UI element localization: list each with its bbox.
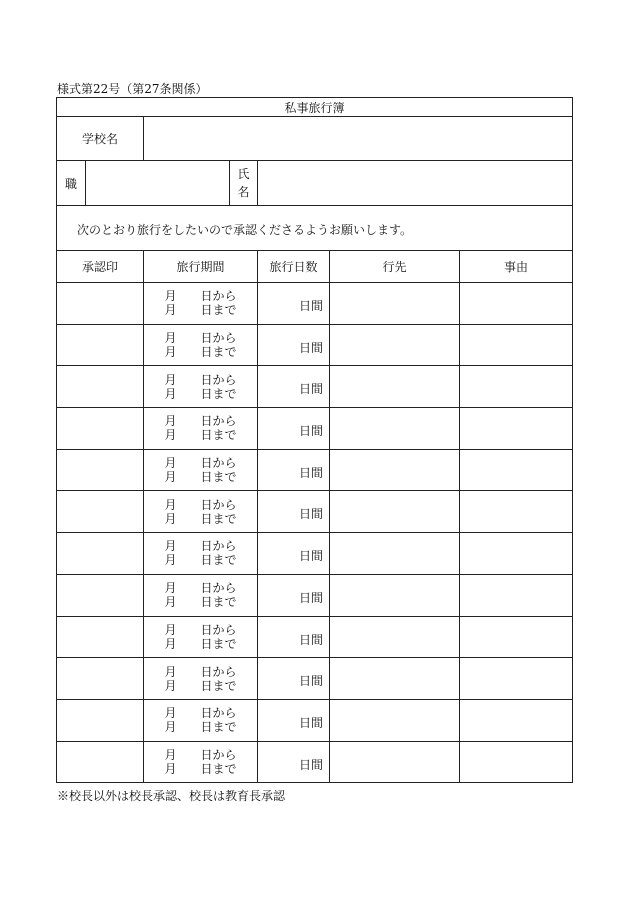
header-travel-days [257, 251, 329, 282]
month-until: 月 [164, 678, 177, 693]
month-from: 月 [164, 581, 177, 596]
month-until: 月 [164, 761, 177, 776]
reason-cell[interactable] [459, 408, 572, 449]
header-approval-seal [57, 251, 143, 282]
travel-period [164, 581, 236, 609]
travel-period-cell[interactable] [143, 742, 257, 783]
form-code: 様式第22号（第27条関係） [57, 82, 208, 96]
month-until: 月 [164, 303, 177, 318]
month-from: 月 [164, 497, 177, 512]
job-label-cell [57, 161, 85, 205]
day-until: 日まで [200, 303, 237, 318]
month-until: 月 [164, 720, 177, 735]
destination-cell[interactable] [329, 408, 459, 449]
travel-days-unit: 日間 [298, 340, 323, 355]
day-from: 日から [200, 706, 237, 721]
day-from: 日から [200, 664, 237, 679]
month-from: 月 [164, 706, 177, 721]
travel-period [164, 706, 236, 734]
table-row [56, 575, 573, 617]
destination-cell[interactable] [329, 450, 459, 491]
day-from: 日から [200, 622, 237, 637]
month-until: 月 [164, 553, 177, 568]
travel-period-cell[interactable] [143, 700, 257, 741]
reason-cell[interactable] [459, 700, 572, 741]
travel-days-cell[interactable] [257, 366, 329, 407]
destination-cell[interactable] [329, 617, 459, 658]
approval-seal-cell[interactable] [57, 700, 143, 741]
day-from: 日から [200, 497, 237, 512]
destination-cell[interactable] [329, 575, 459, 616]
travel-period [164, 665, 236, 693]
travel-period [164, 456, 236, 484]
approval-seal-cell[interactable] [57, 283, 143, 324]
approval-seal-cell[interactable] [57, 450, 143, 491]
table-row [56, 742, 573, 784]
day-from: 日から [200, 456, 237, 471]
month-from: 月 [164, 289, 177, 304]
travel-period [164, 498, 236, 526]
destination-cell[interactable] [329, 533, 459, 574]
month-from: 月 [164, 664, 177, 679]
reason-cell[interactable] [459, 742, 572, 783]
form-title-row [56, 97, 573, 117]
day-from: 日から [200, 289, 237, 304]
travel-days-unit: 日間 [298, 632, 323, 647]
month-until: 月 [164, 386, 177, 401]
name-label-second-char: 名 [237, 185, 250, 199]
travel-period-cell[interactable] [143, 408, 257, 449]
day-until: 日まで [200, 386, 237, 401]
travel-days-cell[interactable] [257, 533, 329, 574]
month-until: 月 [164, 595, 177, 610]
travel-period [164, 748, 236, 776]
table-row [56, 325, 573, 367]
day-from: 日から [200, 372, 237, 387]
travel-days-cell[interactable] [257, 491, 329, 532]
reason-cell[interactable] [459, 283, 572, 324]
travel-period [164, 623, 236, 651]
travel-days-cell[interactable] [257, 325, 329, 366]
day-until: 日まで [200, 636, 237, 651]
header-approval-seal-label: 承認印 [81, 260, 118, 274]
approval-seal-cell[interactable] [57, 366, 143, 407]
reason-cell[interactable] [459, 491, 572, 532]
reason-cell[interactable] [459, 366, 572, 407]
travel-days-cell[interactable] [257, 617, 329, 658]
travel-period-cell[interactable] [143, 283, 257, 324]
reason-cell[interactable] [459, 617, 572, 658]
approval-seal-cell[interactable] [57, 617, 143, 658]
table-row [56, 491, 573, 533]
request-row [56, 206, 573, 251]
footnote: ※校長以外は校長承認、校長は教育長承認 [57, 789, 286, 803]
approval-seal-cell[interactable] [57, 742, 143, 783]
travel-period-cell[interactable] [143, 533, 257, 574]
day-from: 日から [200, 747, 237, 762]
request-text: 次のとおり旅行をしたいので承認くださるようお願いします。 [77, 223, 413, 237]
destination-cell[interactable] [329, 700, 459, 741]
table-row [56, 533, 573, 575]
travel-period-cell[interactable] [143, 575, 257, 616]
travel-days-cell[interactable] [257, 283, 329, 324]
month-until: 月 [164, 511, 177, 526]
day-until: 日まで [200, 470, 237, 485]
travel-days-unit: 日間 [298, 674, 323, 689]
day-from: 日から [200, 581, 237, 596]
header-destination [329, 251, 459, 282]
month-from: 月 [164, 456, 177, 471]
day-until: 日まで [200, 720, 237, 735]
day-until: 日まで [200, 595, 237, 610]
day-until: 日まで [200, 428, 237, 443]
approval-seal-cell[interactable] [57, 658, 143, 699]
school-input-cell[interactable] [143, 117, 572, 160]
day-until: 日まで [200, 511, 237, 526]
header-travel-period [143, 251, 257, 282]
school-label-cell [57, 117, 143, 160]
job-label: 職 [64, 176, 77, 191]
travel-period-cell[interactable] [143, 658, 257, 699]
header-reason-label: 事由 [503, 260, 528, 274]
travel-period-cell[interactable] [143, 617, 257, 658]
approval-seal-cell[interactable] [57, 575, 143, 616]
month-from: 月 [164, 747, 177, 762]
month-from: 月 [164, 414, 177, 429]
table-row [56, 450, 573, 492]
travel-period [164, 331, 236, 359]
reason-cell[interactable] [459, 533, 572, 574]
destination-cell[interactable] [329, 366, 459, 407]
approval-seal-cell[interactable] [57, 408, 143, 449]
table-body [56, 283, 573, 783]
approval-seal-cell[interactable] [57, 491, 143, 532]
reason-cell[interactable] [459, 575, 572, 616]
name-input-cell[interactable] [257, 161, 572, 205]
travel-days-unit: 日間 [298, 507, 323, 522]
reason-cell[interactable] [459, 450, 572, 491]
name-label-cell [229, 161, 257, 205]
table-row [56, 617, 573, 659]
reason-cell[interactable] [459, 658, 572, 699]
day-from: 日から [200, 414, 237, 429]
travel-days-cell[interactable] [257, 658, 329, 699]
header-destination-label: 行先 [382, 260, 407, 274]
travel-days-cell[interactable] [257, 742, 329, 783]
form-title: 私事旅行簿 [284, 100, 345, 115]
approval-seal-cell[interactable] [57, 325, 143, 366]
travel-register-form [56, 97, 573, 783]
travel-period [164, 289, 236, 317]
header-reason [459, 251, 572, 282]
travel-days-unit: 日間 [298, 549, 323, 564]
travel-days-cell[interactable] [257, 450, 329, 491]
travel-days-cell[interactable] [257, 408, 329, 449]
day-from: 日から [200, 539, 237, 554]
month-until: 月 [164, 428, 177, 443]
travel-days-unit: 日間 [298, 299, 323, 313]
travel-period-cell[interactable] [143, 450, 257, 491]
day-from: 日から [200, 331, 237, 346]
destination-cell[interactable] [329, 283, 459, 324]
travel-days-unit: 日間 [298, 465, 323, 480]
travel-days-unit: 日間 [298, 590, 323, 605]
travel-days-unit: 日間 [298, 424, 323, 439]
table-row [56, 700, 573, 742]
approval-seal-cell[interactable] [57, 533, 143, 574]
day-until: 日まで [200, 345, 237, 360]
month-until: 月 [164, 345, 177, 360]
travel-period [164, 373, 236, 401]
travel-period-cell[interactable] [143, 325, 257, 366]
travel-days-unit: 日間 [298, 757, 323, 772]
table-row [56, 283, 573, 325]
destination-cell[interactable] [329, 658, 459, 699]
destination-cell[interactable] [329, 742, 459, 783]
day-until: 日まで [200, 761, 237, 776]
school-row [56, 117, 573, 161]
day-until: 日まで [200, 678, 237, 693]
header-travel-period-label: 旅行期間 [176, 260, 225, 274]
table-header-row [56, 251, 573, 283]
destination-cell[interactable] [329, 325, 459, 366]
travel-period-cell[interactable] [143, 366, 257, 407]
header-travel-days-label: 旅行日数 [269, 260, 318, 274]
travel-period-cell[interactable] [143, 491, 257, 532]
month-until: 月 [164, 636, 177, 651]
name-label-first-char: 氏 [237, 167, 250, 181]
travel-days-cell[interactable] [257, 700, 329, 741]
travel-period [164, 539, 236, 567]
table-row [56, 658, 573, 700]
job-input-cell[interactable] [85, 161, 229, 205]
job-name-row [56, 161, 573, 206]
reason-cell[interactable] [459, 325, 572, 366]
school-label: 学校名 [81, 132, 118, 146]
month-from: 月 [164, 622, 177, 637]
travel-days-cell[interactable] [257, 575, 329, 616]
month-from: 月 [164, 539, 177, 554]
table-row [56, 408, 573, 450]
month-until: 月 [164, 470, 177, 485]
destination-cell[interactable] [329, 491, 459, 532]
month-from: 月 [164, 331, 177, 346]
travel-days-unit: 日間 [298, 382, 323, 397]
day-until: 日まで [200, 553, 237, 568]
travel-days-unit: 日間 [298, 715, 323, 730]
month-from: 月 [164, 372, 177, 387]
travel-period [164, 414, 236, 442]
table-row [56, 366, 573, 408]
